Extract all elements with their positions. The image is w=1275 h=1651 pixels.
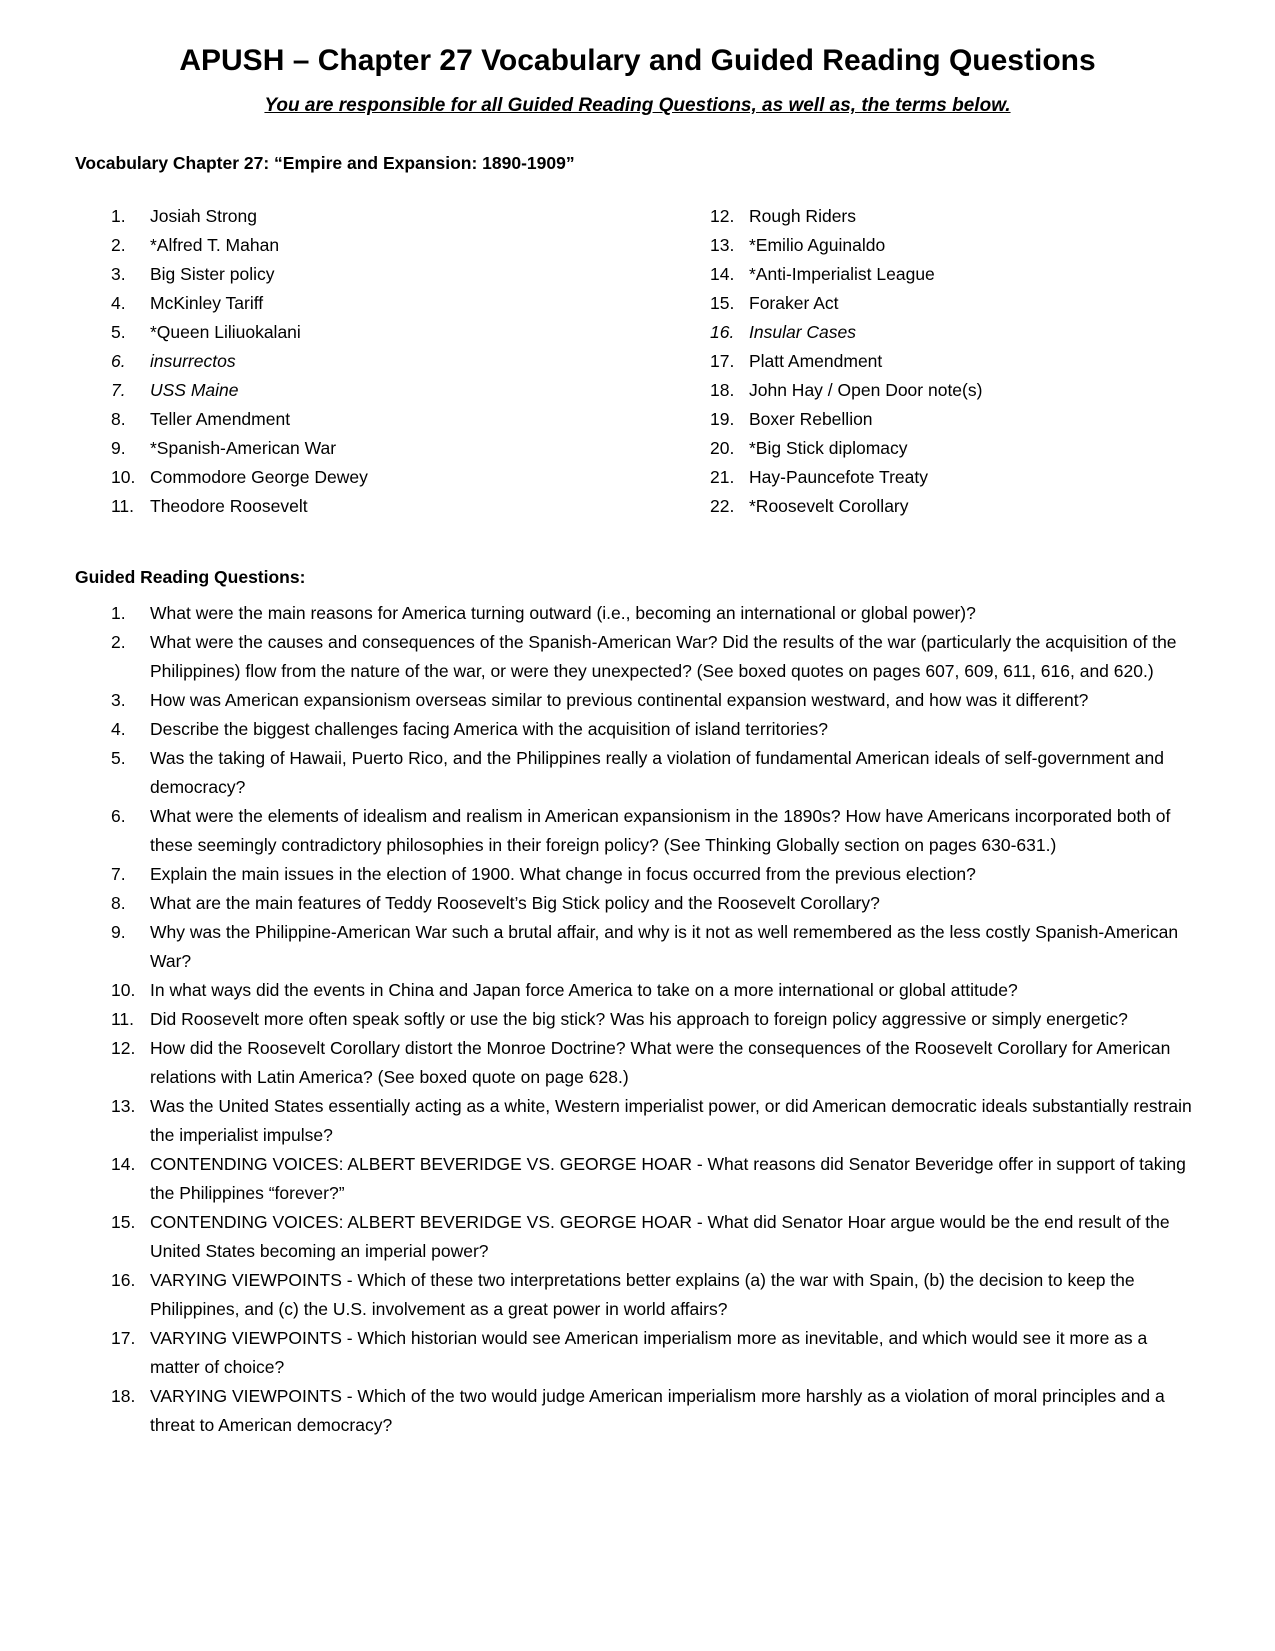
vocab-item: [111, 289, 368, 318]
vocab-item: [111, 260, 368, 289]
vocab-number: 21.: [710, 467, 735, 487]
question-text: What were the elements of idealism and realism in American expansionism in the 1890s? How have Americans incorporated both of these seemingly contradictory philosophies in their foreign policy? (See Thinking Globally section on pages 630-631.): [150, 806, 1171, 855]
vocab-item: [111, 376, 368, 405]
vocab-item: [111, 492, 368, 521]
question-text: In what ways did the events in China and Japan force America to take on a more international or global attitude?: [150, 980, 1018, 1000]
question-item: [111, 599, 1201, 628]
question-number: 1.: [111, 603, 126, 623]
question-text: Why was the Philippine-American War such a brutal affair, and why is it not as well remembered as the less costly Spanish-American War?: [150, 922, 1179, 971]
question-item: [111, 744, 1201, 802]
vocab-term: Big Sister policy: [150, 264, 275, 284]
vocab-number: 2.: [111, 235, 126, 255]
vocab-item: [111, 405, 368, 434]
question-item: [111, 1092, 1201, 1150]
question-number: 18.: [111, 1386, 136, 1406]
question-text: VARYING VIEWPOINTS - Which historian would see American imperialism more as inevitable, and which would see it more as a matter of choice?: [150, 1328, 1148, 1377]
vocab-term: Teller Amendment: [150, 409, 291, 429]
vocab-term: *Emilio Aguinaldo: [749, 235, 886, 255]
question-number: 4.: [111, 719, 126, 739]
page-subtitle: You are responsible for all Guided Reading Questions, as well as, the terms below.: [264, 95, 1011, 116]
question-number: 12.: [111, 1038, 136, 1058]
vocab-term: *Roosevelt Corollary: [749, 496, 909, 516]
question-number: 13.: [111, 1096, 136, 1116]
vocab-item: [111, 231, 368, 260]
question-item: [111, 1005, 1201, 1034]
question-text: Describe the biggest challenges facing America with the acquisition of island territories?: [150, 719, 828, 739]
page-title: APUSH – Chapter 27 Vocabulary and Guided Reading Questions: [179, 44, 1096, 77]
vocab-term: *Anti-Imperialist League: [749, 264, 935, 284]
vocab-term: *Spanish-American War: [150, 438, 337, 458]
question-number: 16.: [111, 1270, 136, 1290]
vocabulary-list-right: [710, 202, 982, 521]
vocab-number: 20.: [710, 438, 735, 458]
question-item: [111, 1266, 1201, 1324]
vocab-number: 6.: [111, 351, 126, 371]
vocab-item: [710, 260, 982, 289]
vocab-item: [111, 202, 368, 231]
question-item: [111, 628, 1201, 686]
question-number: 8.: [111, 893, 126, 913]
vocab-item: [111, 463, 368, 492]
vocab-number: 11.: [111, 496, 135, 516]
question-item: [111, 715, 1201, 744]
vocab-term: Josiah Strong: [150, 206, 258, 226]
question-text: What are the main features of Teddy Roosevelt’s Big Stick policy and the Roosevelt Corollary?: [150, 893, 880, 913]
question-number: 5.: [111, 748, 126, 768]
vocab-number: 7.: [111, 380, 126, 400]
vocab-number: 19.: [710, 409, 735, 429]
question-number: 9.: [111, 922, 126, 942]
question-item: [111, 1034, 1201, 1092]
vocab-number: 13.: [710, 235, 735, 255]
question-text: VARYING VIEWPOINTS - Which of these two interpretations better explains (a) the war with Spain, (b) the decision to keep the Philippines, and (c) the U.S. involvement as a great power in world affairs?: [150, 1270, 1135, 1319]
question-item: [111, 976, 1201, 1005]
vocab-number: 9.: [111, 438, 126, 458]
vocab-term: Foraker Act: [749, 293, 839, 313]
question-item: [111, 1208, 1201, 1266]
vocab-item: [710, 347, 982, 376]
vocab-number: 16.: [710, 322, 735, 342]
vocab-item: [710, 202, 982, 231]
vocab-item: [710, 318, 982, 347]
question-number: 10.: [111, 980, 136, 1000]
vocab-number: 14.: [710, 264, 735, 284]
question-item: [111, 1324, 1201, 1382]
question-item: [111, 860, 1201, 889]
question-text: How did the Roosevelt Corollary distort the Monroe Doctrine? What were the consequences of the Roosevelt Corollary for American relations with Latin America? (See boxed quote on page 628.): [150, 1038, 1171, 1087]
question-number: 11.: [111, 1009, 135, 1029]
question-item: [111, 889, 1201, 918]
vocab-item: [710, 289, 982, 318]
vocab-term: McKinley Tariff: [150, 293, 264, 313]
question-item: [111, 802, 1201, 860]
question-number: 7.: [111, 864, 126, 884]
question-item: [111, 918, 1201, 976]
vocab-number: 4.: [111, 293, 126, 313]
vocab-item: [710, 463, 982, 492]
vocab-number: 22.: [710, 496, 735, 516]
vocab-number: 8.: [111, 409, 126, 429]
question-text: What were the main reasons for America turning outward (i.e., becoming an international or global power)?: [150, 603, 976, 623]
question-text: CONTENDING VOICES: ALBERT BEVERIDGE VS. GEORGE HOAR - What reasons did Senator Beveridge offer in support of taking the Philippines “forever?”: [150, 1154, 1186, 1203]
vocab-term: insurrectos: [150, 351, 236, 371]
vocab-number: 5.: [111, 322, 126, 342]
vocab-number: 1.: [111, 206, 126, 226]
vocab-term: Platt Amendment: [749, 351, 883, 371]
vocab-item: [111, 347, 368, 376]
vocab-item: [710, 231, 982, 260]
question-number: 2.: [111, 632, 126, 652]
vocab-item: [710, 376, 982, 405]
question-number: 3.: [111, 690, 126, 710]
vocab-number: 12.: [710, 206, 735, 226]
question-item: [111, 1382, 1201, 1440]
question-text: How was American expansionism overseas similar to previous continental expansion westward, and how was it different?: [150, 690, 1089, 710]
vocab-term: USS Maine: [150, 380, 239, 400]
question-item: [111, 686, 1201, 715]
guided-reading-list: [111, 599, 1201, 1440]
vocab-item: [111, 434, 368, 463]
question-number: 17.: [111, 1328, 136, 1348]
vocab-item: [710, 405, 982, 434]
question-text: CONTENDING VOICES: ALBERT BEVERIDGE VS. GEORGE HOAR - What did Senator Hoar argue would be the end result of the United States becoming an imperial power?: [150, 1212, 1170, 1261]
vocab-number: 17.: [710, 351, 735, 371]
vocab-term: Insular Cases: [749, 322, 856, 342]
vocab-term: *Queen Liliuokalani: [150, 322, 301, 342]
vocab-term: *Big Stick diplomacy: [749, 438, 908, 458]
vocab-number: 3.: [111, 264, 126, 284]
vocab-number: 15.: [710, 293, 735, 313]
vocab-term: *Alfred T. Mahan: [150, 235, 280, 255]
vocab-term: Hay-Pauncefote Treaty: [749, 467, 928, 487]
question-text: Was the taking of Hawaii, Puerto Rico, and the Philippines really a violation of fundamental American ideals of self-government and democracy?: [150, 748, 1164, 797]
question-text: VARYING VIEWPOINTS - Which of the two would judge American imperialism more harshly as a violation of moral principles and a threat to American democracy?: [150, 1386, 1165, 1435]
vocab-number: 18.: [710, 380, 735, 400]
vocab-term: Rough Riders: [749, 206, 856, 226]
question-text: Explain the main issues in the election of 1900. What change in focus occurred from the previous election?: [150, 864, 976, 884]
vocab-term: John Hay / Open Door note(s): [749, 380, 983, 400]
question-text: Was the United States essentially acting as a white, Western imperialist power, or did American democratic ideals substantially restrain the imperialist impulse?: [150, 1096, 1192, 1145]
vocab-item: [710, 434, 982, 463]
vocab-term: Commodore George Dewey: [150, 467, 368, 487]
vocabulary-list-left: [111, 202, 368, 521]
vocab-term: Theodore Roosevelt: [150, 496, 308, 516]
guided-reading-heading: Guided Reading Questions:: [75, 567, 306, 587]
question-number: 15.: [111, 1212, 136, 1232]
vocab-item: [710, 492, 982, 521]
question-text: Did Roosevelt more often speak softly or use the big stick? Was his approach to foreign policy aggressive or simply energetic?: [150, 1009, 1128, 1029]
question-item: [111, 1150, 1201, 1208]
question-number: 14.: [111, 1154, 136, 1174]
vocabulary-heading: Vocabulary Chapter 27: “Empire and Expansion: 1890-1909”: [75, 153, 575, 173]
question-number: 6.: [111, 806, 126, 826]
vocab-number: 10.: [111, 467, 136, 487]
vocab-term: Boxer Rebellion: [749, 409, 873, 429]
question-text: What were the causes and consequences of the Spanish-American War? Did the results of the war (particularly the acquisition of the Philippines) flow from the nature of the war, or were they unexpected? (See boxed quotes on pages 607, 609, 611, 616, and 620.): [150, 632, 1177, 681]
vocab-item: [111, 318, 368, 347]
